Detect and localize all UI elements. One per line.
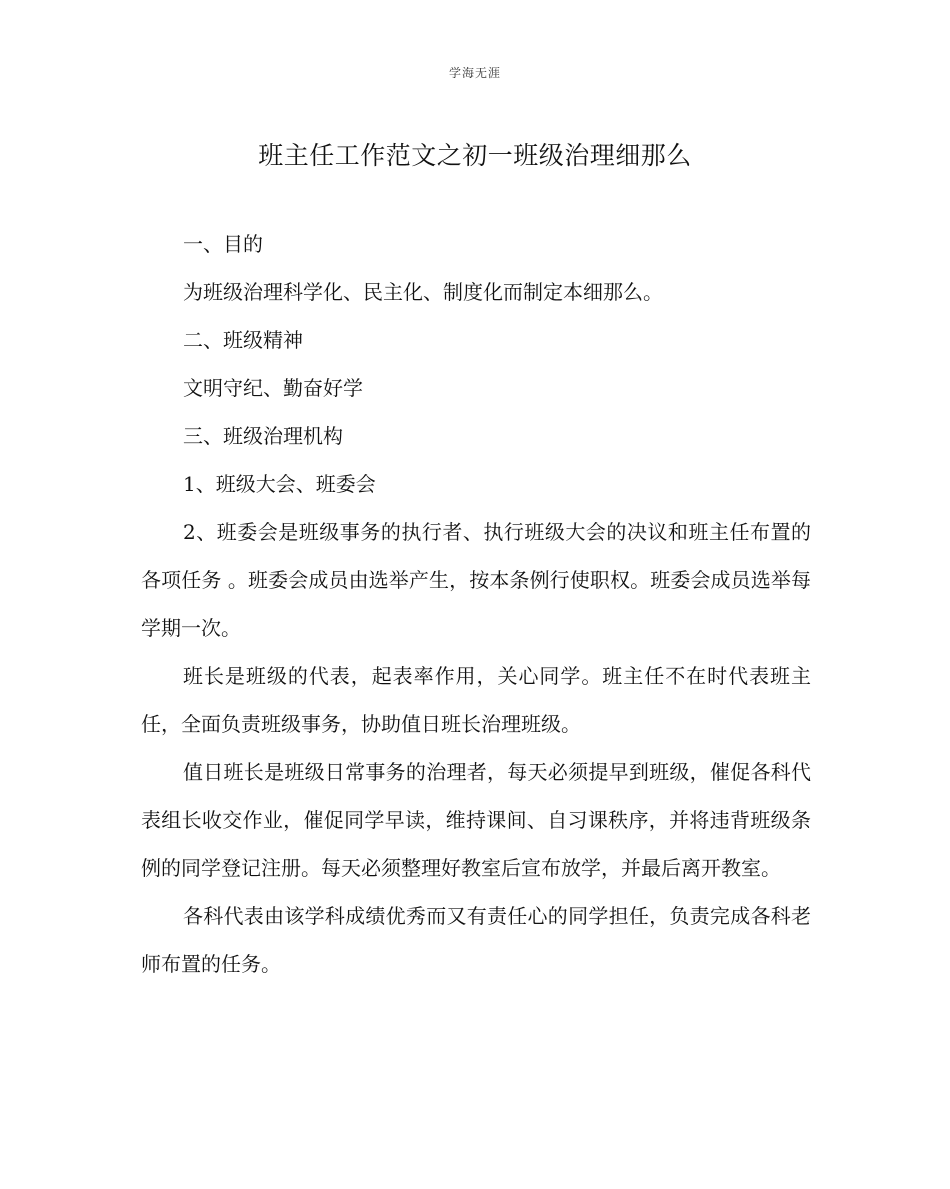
section-heading-management-structure: 三、班级治理机构 — [183, 424, 343, 448]
paragraph: 为班级治理科学化、民主化、制度化而制定本细那么。 — [183, 280, 663, 304]
section-heading-class-spirit: 二、班级精神 — [183, 328, 303, 352]
paragraph: 班长是班级的代表，起表率作用，关心同学。班主任不在时代表班主任，全面负责班级事务，协助值日班长治理班级。 — [141, 664, 811, 736]
document-body — [141, 220, 811, 988]
document-title: 班主任工作范文之初一班级治理细那么 — [258, 141, 692, 170]
list-item: 1、班级大会、班委会 — [183, 472, 376, 496]
paragraph: 各科代表由该学科成绩优秀而又有责任心的同学担任，负责完成各科老师布置的任务。 — [141, 904, 811, 976]
paragraph: 文明守纪、勤奋好学 — [183, 376, 363, 400]
list-item: 2、班委会是班级事务的执行者、执行班级大会的决议和班主任布置的各项任务 。班委会成员由选举产生，按本条例行使职权。班委会成员选举每学期一次。 — [141, 520, 811, 640]
section-heading-purpose: 一、目的 — [183, 232, 263, 256]
paragraph: 值日班长是班级日常事务的治理者，每天必须提早到班级，催促各科代表组长收交作业，催促同学早读，维持课间、自习课秩序，并将违背班级条例的同学登记注册。每天必须整理好教室后宣布放学，并最后离开教室。 — [141, 760, 811, 880]
page-header: 学海无涯 — [448, 66, 501, 80]
